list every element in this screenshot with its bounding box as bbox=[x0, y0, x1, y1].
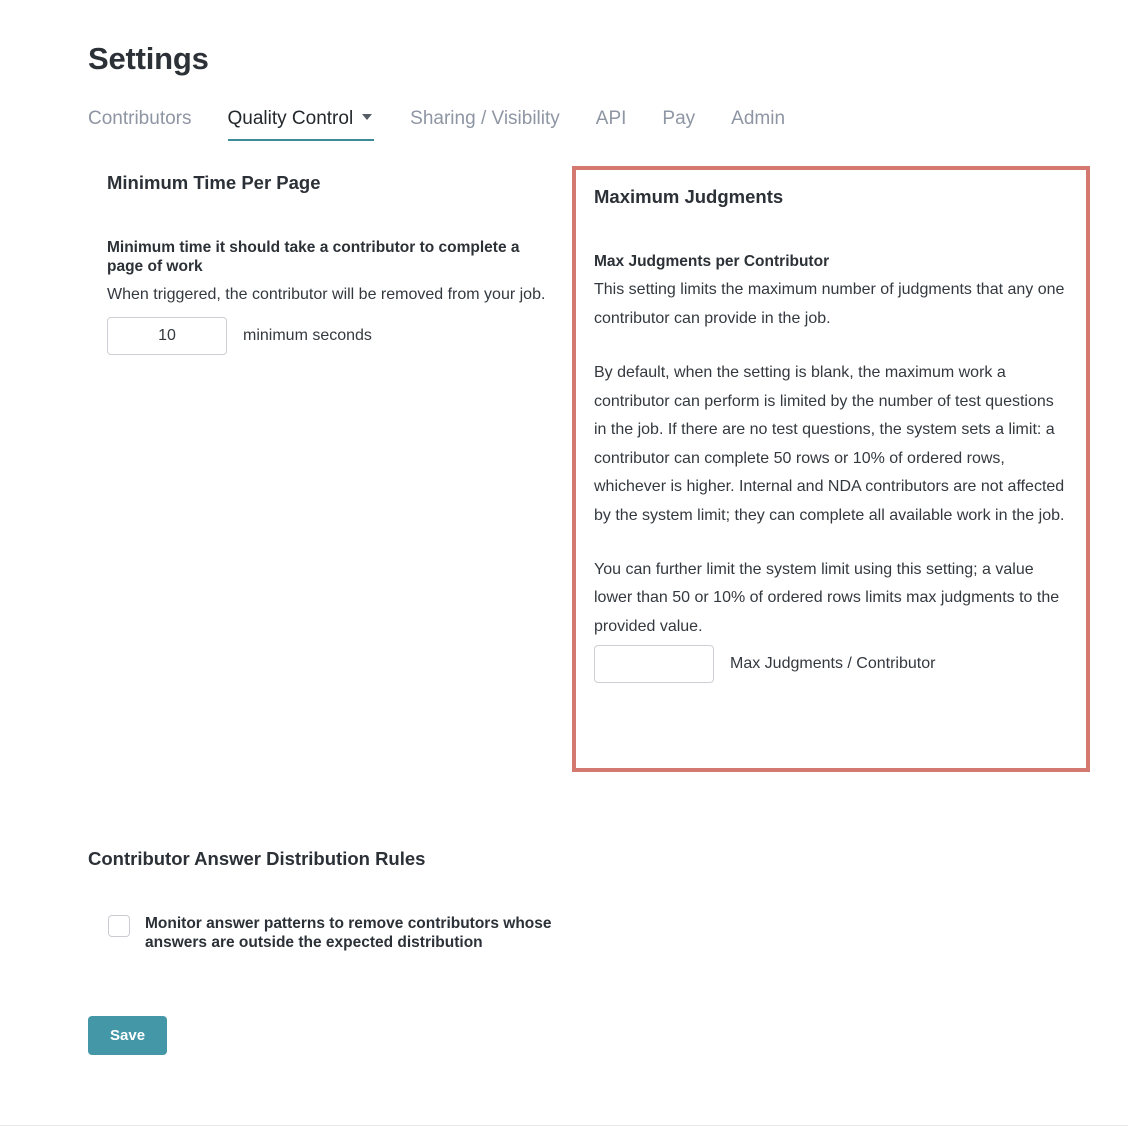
max-judgments-suffix-label: Max Judgments / Contributor bbox=[730, 655, 936, 673]
tab-sharing-visibility[interactable] bbox=[410, 108, 560, 139]
minimum-time-field-label: Minimum time it should take a contributor to complete a page of work bbox=[107, 239, 520, 276]
tab-contributors[interactable] bbox=[88, 108, 192, 139]
max-judgments-input[interactable] bbox=[594, 645, 714, 683]
tab-admin[interactable] bbox=[731, 108, 785, 139]
max-judgments-paragraph-1: This setting limits the maximum number of judgments that any one contributor can provide in the job. bbox=[594, 281, 1065, 327]
maximum-judgments-panel bbox=[572, 166, 1090, 772]
page-title: Settings bbox=[88, 40, 209, 76]
minimum-seconds-input[interactable] bbox=[107, 317, 227, 355]
minimum-seconds-suffix-label: minimum seconds bbox=[243, 326, 372, 344]
settings-tabs bbox=[88, 108, 785, 141]
tab-label: Quality Control bbox=[227, 108, 354, 129]
tab-pay[interactable] bbox=[662, 108, 695, 139]
tab-label: Sharing / Visibility bbox=[410, 108, 560, 129]
minimum-seconds-row bbox=[107, 317, 557, 355]
monitor-answer-patterns-checkbox[interactable] bbox=[108, 915, 130, 937]
section-title-maximum-judgments: Maximum Judgments bbox=[594, 186, 784, 207]
chevron-down-icon bbox=[362, 114, 372, 120]
monitor-answer-patterns-label: Monitor answer patterns to remove contributors whose answers are outside the expected distribution bbox=[145, 915, 552, 952]
tab-label: Admin bbox=[731, 108, 786, 129]
tab-label: API bbox=[595, 108, 627, 129]
bottom-divider bbox=[0, 1125, 1128, 1126]
tab-label: Pay bbox=[662, 108, 696, 129]
tab-api[interactable] bbox=[596, 108, 627, 139]
tab-quality-control[interactable] bbox=[228, 108, 375, 141]
max-judgments-field-label: Max Judgments per Contributor bbox=[594, 253, 830, 270]
max-judgments-paragraph-3: You can further limit the system limit using this setting; a value lower than 50 or 10% of ordered rows limits max judgments to the provided value. bbox=[594, 560, 1060, 635]
section-title-distribution-rules: Contributor Answer Distribution Rules bbox=[88, 848, 426, 869]
monitor-answer-patterns-row bbox=[108, 914, 728, 952]
save-button[interactable]: Save bbox=[88, 1016, 167, 1055]
minimum-time-field-help: When triggered, the contributor will be removed from your job. bbox=[107, 286, 546, 304]
max-judgments-row bbox=[594, 645, 1068, 683]
tab-label: Contributors bbox=[88, 108, 192, 129]
section-title-minimum-time: Minimum Time Per Page bbox=[107, 172, 321, 193]
max-judgments-paragraph-2: By default, when the setting is blank, the maximum work a contributor can perform is limited by the number of test questions in the job. If there are no test questions, the system sets a limit: a contributor can complete 50 rows or 10% of ordered rows, whichever is higher. Internal and NDA contributors are not affected by the system limit; they can complete all available work in the job. bbox=[594, 364, 1065, 524]
minimum-time-section bbox=[107, 172, 557, 355]
distribution-rules-section bbox=[88, 848, 728, 952]
